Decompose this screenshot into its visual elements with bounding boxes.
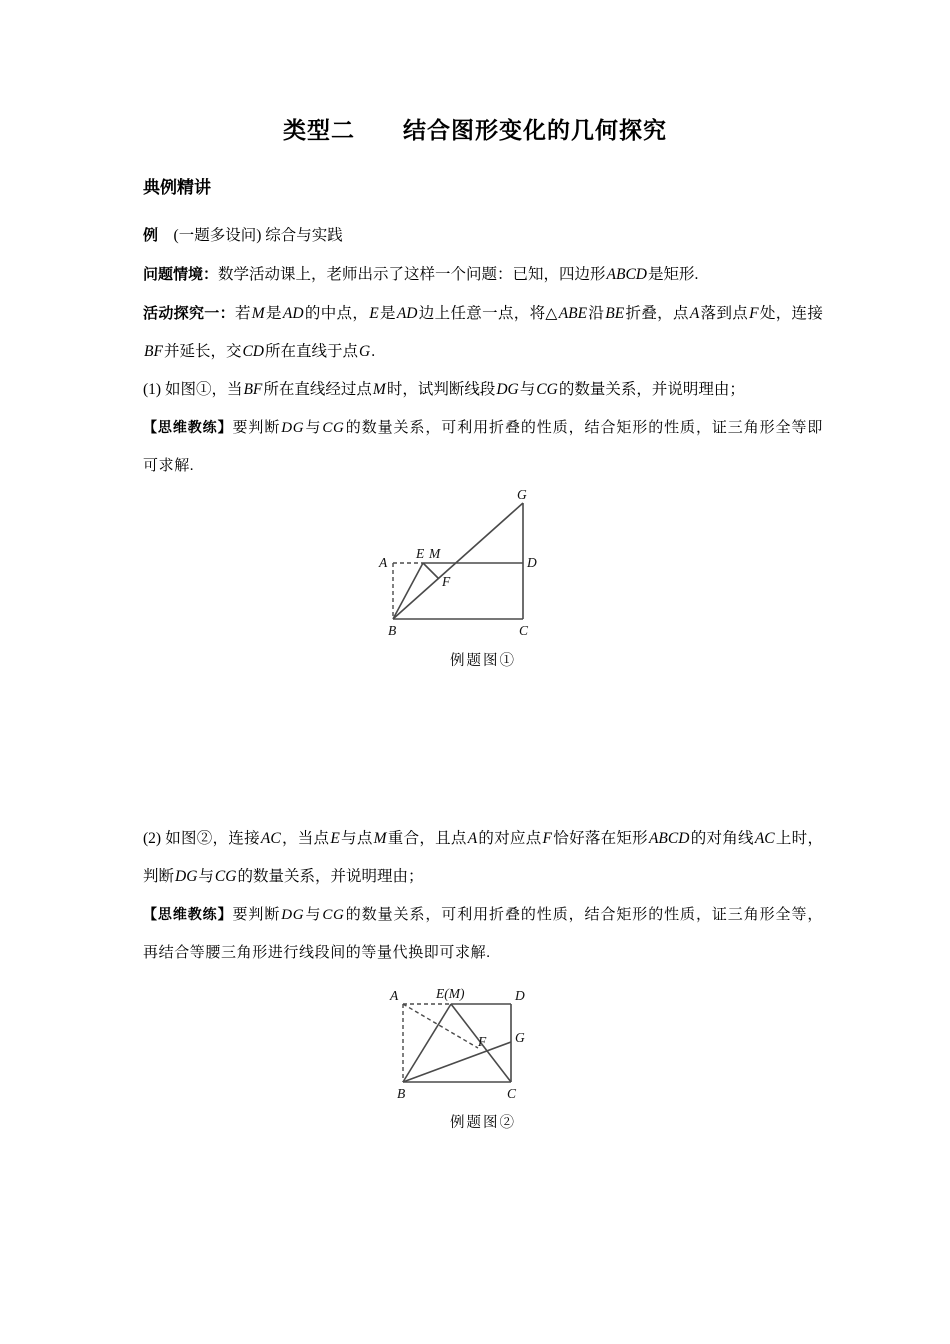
segment-BE bbox=[403, 1004, 451, 1082]
figure-1-label-F: F bbox=[442, 573, 451, 589]
figure-1-label-C: C bbox=[519, 622, 529, 638]
q1-coach-lead: 【思维教练】 bbox=[143, 419, 233, 436]
explore-m3: E bbox=[369, 304, 379, 322]
q2-t6: 恰好落在矩形 bbox=[553, 829, 648, 847]
explore-lead: 活动探究一： bbox=[143, 303, 235, 322]
example-heading bbox=[143, 216, 823, 255]
q1-c2: 与 bbox=[305, 419, 322, 436]
q1-m3: DG bbox=[496, 380, 519, 398]
q1-t2: 所在直线经过点 bbox=[263, 380, 372, 398]
explore-t4: 是 bbox=[379, 304, 396, 322]
q2-m4: A bbox=[467, 829, 478, 847]
figure-2-label-EM: E(M) bbox=[436, 985, 465, 1001]
explore-m5: ABE bbox=[558, 304, 588, 322]
figure-2-drawing bbox=[333, 982, 633, 1107]
q1-t1: 如图①，当 bbox=[164, 380, 243, 398]
q2-t4: 重合，且点 bbox=[387, 829, 467, 847]
question-2 bbox=[143, 820, 823, 896]
type-title-text: 结合图形变化的几何探究 bbox=[403, 118, 667, 144]
explore-t6: 沿 bbox=[588, 304, 605, 322]
question-1 bbox=[143, 371, 823, 409]
q2-coach-lead: 【思维教练】 bbox=[143, 906, 233, 923]
explore-t7: 折叠，点 bbox=[625, 304, 689, 322]
q2-m5: F bbox=[542, 829, 553, 847]
explore-m4: AD bbox=[396, 304, 418, 322]
figure-2-label-A: A bbox=[390, 987, 399, 1003]
page-title bbox=[143, 0, 823, 146]
example-tag: 例 bbox=[143, 225, 159, 244]
explore-t8: 落到点 bbox=[700, 304, 749, 322]
figure-1-label-E: E bbox=[416, 545, 425, 561]
scenario-math-abcd: ABCD bbox=[606, 265, 647, 283]
q1-t4: 与 bbox=[519, 380, 536, 398]
q2-t7: 的对角线 bbox=[690, 829, 754, 847]
explore-t1: 若 bbox=[234, 304, 251, 322]
q2-m7: AC bbox=[754, 829, 775, 847]
q2-t8: 上时，判断 bbox=[143, 829, 823, 885]
segment-BG bbox=[393, 503, 523, 619]
figure-1-label-M: M bbox=[429, 545, 441, 561]
figure-1 bbox=[143, 485, 823, 670]
q2-m6: ABCD bbox=[648, 829, 690, 847]
q1-c1: 要判断 bbox=[232, 419, 281, 436]
figure-2-label-C: C bbox=[507, 1085, 517, 1101]
scenario-lead: 问题情境： bbox=[143, 264, 219, 283]
segment-AF-dashed bbox=[403, 1004, 478, 1048]
q2-m8: DG bbox=[175, 867, 198, 885]
q1-t5: 的数量关系，并说明理由； bbox=[558, 380, 745, 398]
section-title: 典例精讲 bbox=[143, 177, 211, 198]
explore-m6: BE bbox=[605, 304, 625, 322]
question-2-coach bbox=[143, 896, 823, 972]
q1-m4: CG bbox=[536, 380, 558, 398]
q2-t3: 与点 bbox=[340, 829, 373, 847]
q1-m1: BF bbox=[243, 380, 263, 398]
q1-c3: 的数量关系，可利用折叠的性质，结合矩形的性质，证三角形全等即可求解. bbox=[143, 419, 823, 474]
scenario-text-1: 数学活动课上，老师出示了这样一个问题：已知，四边形 bbox=[218, 265, 606, 283]
q2-t1: 如图②，连接 bbox=[165, 829, 260, 847]
segment-EF bbox=[423, 563, 439, 579]
q2-t5: 的对应点 bbox=[478, 829, 542, 847]
explore-t3: 的中点， bbox=[304, 304, 369, 322]
figure-2-top-spacer bbox=[143, 972, 823, 982]
segment-BE bbox=[393, 563, 423, 619]
q2-m2: E bbox=[330, 829, 340, 847]
q1-cm2: CG bbox=[322, 419, 345, 436]
q2-t9: 与 bbox=[198, 867, 214, 885]
q2-t10: 的数量关系，并说明理由； bbox=[237, 867, 424, 885]
q2-m9: CG bbox=[214, 867, 237, 885]
q2-t2: ，当点 bbox=[281, 829, 330, 847]
explore-t9: 处，连接 bbox=[759, 304, 823, 322]
figure-2-label-D: D bbox=[515, 987, 525, 1003]
figure-1-label-D: D bbox=[527, 554, 537, 570]
explore-t5: 边上任意一点，将△ bbox=[418, 304, 558, 322]
q2-m1: AC bbox=[260, 829, 281, 847]
figure-1-label-G: G bbox=[517, 486, 527, 502]
explore-m1: M bbox=[251, 304, 265, 322]
explore-m9: BF bbox=[144, 342, 163, 360]
q2-c1: 要判断 bbox=[232, 906, 281, 923]
scenario-text-2: 是矩形. bbox=[648, 265, 699, 283]
page-content bbox=[143, 0, 823, 1132]
explore-t10: 并延长，交 bbox=[163, 342, 242, 360]
q1-number: (1) bbox=[143, 380, 162, 398]
q1-m2: M bbox=[372, 380, 386, 398]
figure-1-label-B: B bbox=[388, 622, 397, 638]
explore-m10: CD bbox=[242, 342, 264, 360]
explore-t2: 是 bbox=[265, 304, 282, 322]
q2-c3: 的数量关系，可利用折叠的性质，结合矩形的性质，证三角形全等，再结合等腰三角形进行线段间的等量代换即可求解. bbox=[143, 906, 823, 961]
figure-2-label-G: G bbox=[515, 1029, 525, 1045]
q2-m3: M bbox=[373, 829, 387, 847]
figure-2-caption: 例题图② bbox=[450, 1114, 516, 1131]
figure-2 bbox=[143, 982, 823, 1132]
q1-t3: 时，试判断线段 bbox=[386, 380, 496, 398]
explore-t11: 所在直线于点 bbox=[265, 342, 359, 360]
figure-2-dashed-lines bbox=[403, 1004, 478, 1082]
explore-m2: AD bbox=[282, 304, 304, 322]
q2-c2: 与 bbox=[305, 906, 322, 923]
explore-m11: G bbox=[359, 342, 371, 360]
figure-1-solid-lines bbox=[393, 503, 523, 619]
q1-cm1: DG bbox=[281, 419, 305, 436]
figure-2-solid-lines bbox=[403, 1004, 511, 1082]
q2-cm1: DG bbox=[281, 906, 305, 923]
figure-1-caption: 例题图① bbox=[450, 652, 516, 669]
figure-1-label-A: A bbox=[379, 554, 388, 570]
q2-number: (2) bbox=[143, 829, 162, 847]
figure-2-label-B: B bbox=[397, 1085, 406, 1101]
explore-m8: F bbox=[749, 304, 759, 322]
figure-1-spacer bbox=[143, 670, 823, 820]
explore-paragraph bbox=[143, 294, 823, 371]
example-subtitle: (一题多设问) 综合与实践 bbox=[173, 226, 343, 244]
q2-cm2: CG bbox=[322, 906, 345, 923]
type-label: 类型二 bbox=[283, 118, 355, 144]
scenario-paragraph bbox=[143, 255, 823, 294]
explore-m7: A bbox=[689, 304, 700, 322]
figure-1-drawing bbox=[333, 485, 633, 645]
explore-t12: . bbox=[371, 342, 376, 360]
figure-2-label-F: F bbox=[478, 1033, 487, 1049]
question-1-coach bbox=[143, 409, 823, 485]
